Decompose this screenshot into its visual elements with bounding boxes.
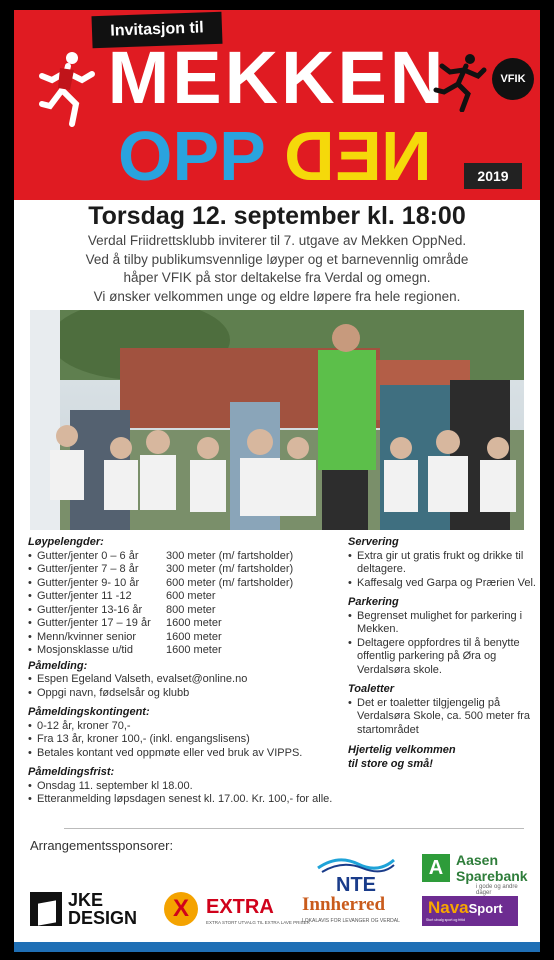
deadline-item: • Onsdag 11. september kl 18.00. [28,780,346,794]
club-logo: VFIK [492,58,534,100]
event-date: Torsdag 12. september kl. 18:00 [88,202,466,230]
poster [14,10,540,952]
lengths-title: Løypelengder: [28,536,104,548]
nava-part: Nava [428,898,469,917]
divider [64,828,524,829]
poster-header [14,10,540,200]
year-badge: 2019 [464,163,522,189]
length-distance: 1600 meter [166,644,222,656]
closing-line: Hjertelig velkommen [348,744,456,756]
lengths-list [28,550,346,658]
title-ned-letter: E [334,117,382,195]
event-photo [30,310,524,530]
length-row [28,563,346,577]
runner-right-icon [432,52,488,112]
title-mekken: MEKKEN [107,36,447,119]
title-opp-letter: P [219,117,266,195]
navasport-tagline: Stort utvalg sport og fritid [426,918,465,922]
jke-design-logo [30,888,160,932]
intro-line: Vi ønsker velkommen unge og eldre løpere fra hele regionen. [93,288,461,304]
signup-item: • Oppgi navn, fødselsår og klubb [28,687,346,701]
service-item: • Extra gir ut gratis frukt og drikke til deltagere. [348,550,538,577]
jke-box-icon [30,892,62,926]
nte-logo [308,852,398,896]
length-distance: 800 meter [166,603,216,616]
extra-text: EXTRA [206,896,274,918]
length-row [28,577,346,591]
navasport-logo [422,896,518,926]
toilets-item: • Det er toaletter tilgjengelig på Verdalsøra Skole, ca. 500 meter fra startområdet [348,697,538,738]
aasen-tagline: i gode og andre dager [476,884,518,896]
nte-text: NTE [336,874,376,896]
parking-item: • Begrenset mulighet for parkering i Mekken. [348,610,538,637]
intro-line: Ved å tilby publikumsvennlige løyper og et barnevennlig område [85,251,469,267]
info-left-column [28,534,346,807]
innherred-text: Innherred [302,894,386,915]
fee-title: Påmeldingskontingent: [28,706,150,718]
length-distance: 1600 meter [166,617,222,629]
length-group: • Gutter/jenter 7 – 8 år [28,563,166,577]
length-group: • Gutter/jenter 11 -12 [28,590,166,604]
info-right-column [348,534,538,771]
extra-tagline: EXTRA STORT UTVALG TIL EXTRA LAVE PRISER [206,920,310,925]
nte-wave-icon [308,852,398,874]
length-group: • Gutter/jenter 0 – 6 år [28,550,166,564]
deadline-item: • Etteranmelding løpsdagen senest kl. 17.00. Kr. 100,- for alle. [28,793,346,807]
aasen-name: Aasen [456,852,499,868]
intro-line: Verdal Friidrettsklubb inviterer til 7. utgave av Mekken OppNed. [87,233,467,248]
extra-x-icon: X [164,892,198,926]
length-distance: 300 meter (m/ fartsholder) [166,563,294,575]
length-row [28,604,346,618]
closing-line: til store og små! [348,758,433,770]
length-row [28,631,346,645]
length-distance: 1600 meter [166,630,222,643]
title-ned-letter: D [284,117,335,195]
invite-badge: Invitasjon til [91,12,222,49]
footer-bar [14,942,540,952]
title-opp-letter: O [118,117,173,195]
title-opp-letter: P [172,117,220,195]
service-title: Servering [348,536,399,548]
length-group: • Gutter/jenter 17 – 19 år [28,617,166,631]
length-group: • Mosjonsklasse u/tid [28,644,166,658]
title-ned-mirrored [284,118,432,194]
fee-item: • Betales kontant ved oppmøte eller ved bruk av VIPPS. [28,747,346,761]
length-row [28,617,346,631]
length-group: • Gutter/jenter 9- 10 år [28,577,166,591]
length-row [28,550,346,564]
length-group: • Menn/kvinner senior [28,631,166,645]
title-opp [118,118,266,194]
title-ned-letter: N [381,117,432,195]
aasen-mark-icon: A [422,854,450,882]
service-item: • Kaffesalg ved Garpa og Prærien Vel. [348,577,538,591]
jke-text: JKE [68,890,104,910]
extra-logo [164,890,310,932]
deadline-title: Påmeldingsfrist: [28,766,115,778]
length-distance: 300 meter (m/ fartsholder) [166,549,294,562]
parking-item: • Deltagere oppfordres til å benytte offentlig parkering på Øra og Verdalsøra skole. [348,637,538,678]
signup-title: Påmelding: [28,659,88,672]
closing-text [348,743,538,771]
intro-text [34,232,520,306]
signup-item: • Espen Egeland Valseth, evalset@online.no [28,673,346,687]
intro-line: håper VFIK på stor deltakelse fra Verdal og omegn. [123,270,431,285]
aasen-name-2: Sparebank [456,868,528,884]
length-distance: 600 meter (m/ fartsholder) [166,576,294,589]
fee-item: • 0-12 år, kroner 70,- [28,720,346,734]
innherred-tagline: LOKALAVIS FOR LEVANGER OG VERDAL [302,918,400,924]
parking-title: Parkering [348,596,399,608]
sport-part: Sport [468,901,503,916]
aasen-sparebank-logo [422,850,534,896]
jke-text-2: DESIGN [68,908,138,928]
sponsors-label: Arrangementssponsorer: [30,838,174,853]
innherred-logo [302,894,422,934]
navasport-text [428,898,503,918]
fee-item: • Fra 13 år, kroner 100,- (inkl. engangslisens) [28,733,346,747]
length-row [28,644,346,658]
toilets-title: Toaletter [348,683,395,695]
length-row [28,590,346,604]
length-distance: 600 meter [166,590,216,602]
length-group: • Gutter/jenter 13-16 år [28,604,166,618]
